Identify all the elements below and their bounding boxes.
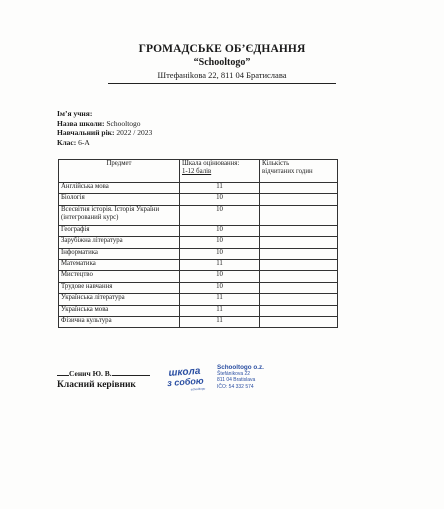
org-brand: “Schooltogo” (193, 57, 251, 68)
grade-cell: 11 (180, 183, 260, 194)
subject-cell: Мистецтво (59, 271, 180, 282)
school-year-value: 2022 / 2023 (116, 128, 153, 137)
stamp-ico: IČO: 54 332 574 (217, 383, 254, 390)
header-scale-range: 1-12 балів (182, 168, 212, 175)
header-scale-title: Шкала оцінювання: (182, 160, 240, 167)
hours-cell (260, 259, 338, 270)
teacher-name: Сенич Ю. В. (69, 369, 112, 378)
header-divider (108, 83, 336, 84)
signature-blank-line (112, 375, 150, 376)
hours-cell (260, 205, 338, 225)
subject-cell: Фізична культура (59, 316, 180, 327)
class-row (57, 138, 90, 148)
grade-cell: 10 (180, 282, 260, 293)
grade-cell: 10 (180, 225, 260, 236)
logo-small: schooltogo (190, 386, 206, 392)
student-name-row (57, 109, 92, 119)
org-address: Штефаніkова 22, 811 04 Братислава (157, 70, 287, 80)
hours-cell (260, 305, 338, 316)
hours-cell (260, 316, 338, 327)
stamp-street: Štefánikova 22 (217, 371, 251, 378)
header-hours-subtitle: відчитаних годин (262, 168, 313, 175)
grades-table (58, 159, 338, 328)
hours-cell (260, 271, 338, 282)
table-row (59, 271, 338, 282)
table-row (59, 305, 338, 316)
hours-cell (260, 225, 338, 236)
grade-cell: 10 (180, 205, 260, 225)
header-hours (260, 160, 338, 183)
hours-cell (260, 282, 338, 293)
student-name-label: Ім’я учня: (57, 109, 93, 118)
header-hours-title: Кількість (262, 160, 290, 167)
logo-line-1: школа (168, 365, 201, 379)
subject-cell: Інформатика (59, 248, 180, 259)
class-label: Клас: (57, 137, 77, 147)
table-row (59, 282, 338, 293)
grade-cell: 11 (180, 259, 260, 270)
subject-cell: Трудове навчання (59, 282, 180, 293)
subject-cell: Всесвітня історія. Історія України (інтегрований курс) (59, 205, 180, 225)
subject-cell: Українська мова (59, 305, 180, 316)
grade-cell: 11 (180, 305, 260, 316)
subject-cell: Українська література (59, 294, 180, 305)
teacher-role: Класний керівник (57, 380, 136, 390)
logo-line-2: з собою (166, 375, 204, 389)
stamp-details (217, 365, 264, 390)
table-row (59, 194, 338, 205)
table-row (59, 316, 338, 327)
table-row (59, 225, 338, 236)
signature-line (57, 369, 150, 378)
header-scale (180, 160, 260, 183)
subject-cell: Біологія (59, 194, 180, 205)
class-value: 6-А (78, 137, 90, 147)
school-name-value: Schooltogo (106, 118, 141, 128)
table-header-row (59, 160, 338, 183)
hours-cell (260, 237, 338, 248)
hours-cell (260, 248, 338, 259)
hours-cell (260, 183, 338, 194)
school-year-row (57, 128, 152, 138)
hours-cell (260, 194, 338, 205)
table-row (59, 248, 338, 259)
table-row (59, 259, 338, 270)
stamp-org: Schooltogo o.z. (217, 364, 264, 371)
table-row (59, 183, 338, 194)
stamp-city: 811 04 Bratislava (217, 377, 256, 384)
school-year-label: Навчальний рік: (57, 128, 115, 137)
subject-cell: Зарубіжна література (59, 237, 180, 248)
org-name: ГРОМАДСЬКЕ ОБ’ЄДНАННЯ (138, 43, 306, 55)
table-row (59, 294, 338, 305)
grade-cell: 11 (180, 316, 260, 327)
subject-cell: Англійська мова (59, 183, 180, 194)
grade-cell: 10 (180, 248, 260, 259)
grade-cell: 10 (180, 237, 260, 248)
grade-cell: 10 (180, 194, 260, 205)
grade-cell: 10 (180, 271, 260, 282)
signature-lead-line (57, 375, 69, 376)
table-row (59, 237, 338, 248)
grade-cell: 11 (180, 294, 260, 305)
hours-cell (260, 294, 338, 305)
header-subject: Предмет (59, 160, 180, 183)
subject-cell: Географія (59, 225, 180, 236)
subject-cell: Математика (59, 259, 180, 270)
table-row (59, 205, 338, 225)
school-name-row (57, 119, 141, 129)
school-name-label: Назва школи: (57, 118, 105, 128)
